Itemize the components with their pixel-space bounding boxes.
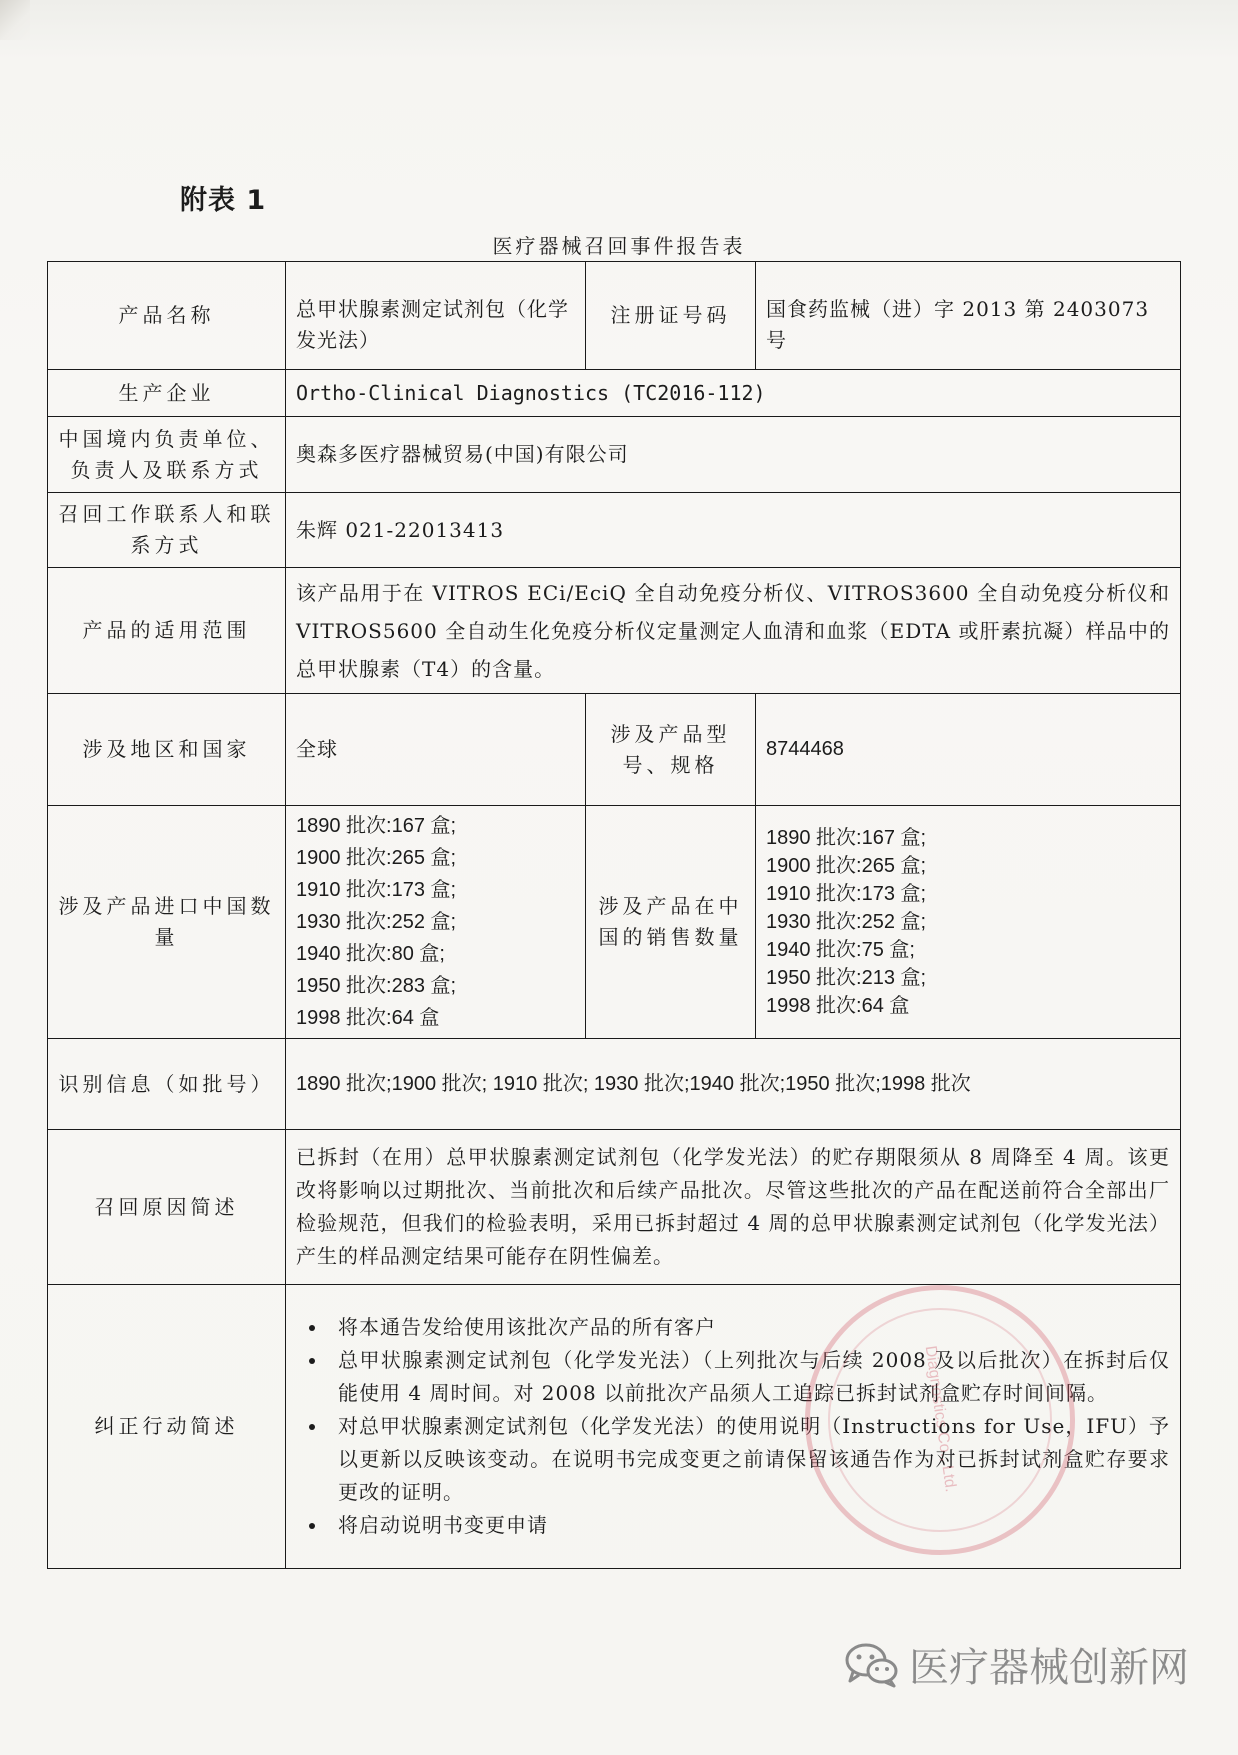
manufacturer-value: Ortho-Clinical Diagnostics (TC2016-112) (286, 370, 1181, 417)
identification-label: 识别信息（如批号） (48, 1039, 286, 1130)
row-recall-contact (48, 493, 1181, 568)
china-sales-label: 涉及产品在中国的销售数量 (586, 806, 756, 1039)
import-qty-list (296, 810, 575, 1034)
row-scope (48, 568, 1181, 694)
corrective-action-cell (286, 1285, 1181, 1569)
import-qty-label: 涉及产品进口中国数量 (48, 806, 286, 1039)
registration-label: 注册证号码 (586, 262, 756, 370)
list-item: • 总甲状腺素测定试剂包（化学发光法）（上列批次与后续 2008 及以后批次）在拆封后仅能使用 4 周时间。对 2008 以前批次产品须人工追踪已拆封试剂盒贮存时间间隔。 (328, 1344, 1170, 1410)
recall-reason-label: 召回原因简述 (48, 1130, 286, 1285)
list-item: 1930 批次:252 盒; (766, 911, 927, 933)
scope-value: 该产品用于在 VITROS ECi/EciQ 全自动免疫分析仪、VITROS3600 全自动免疫分析仪和 VITROS5600 全自动生化免疫分析仪定量测定人血清和血浆（EDTA 或肝素抗凝）样品中的总甲状腺素（T4）的含量。 (286, 568, 1181, 694)
region-label: 涉及地区和国家 (48, 694, 286, 806)
row-quantities (48, 806, 1181, 1039)
list-item: 1910 批次:173 盒; (766, 883, 927, 905)
row-identification (48, 1039, 1181, 1130)
recall-report-table (47, 261, 1181, 1569)
attachment-label: 附表 1 (180, 185, 267, 216)
corrective-action-list (296, 1311, 1170, 1542)
product-name-value: 总甲状腺素测定试剂包（化学发光法） (286, 262, 586, 370)
wechat-icon (845, 1642, 899, 1688)
identification-value: 1890 批次;1900 批次; 1910 批次; 1930 批次;1940 批次;1950 批次;1998 批次 (286, 1039, 1181, 1130)
page-corner-shadow (0, 0, 30, 40)
list-item: 1890 批次:167 盒; (766, 827, 927, 849)
row-region-model (48, 694, 1181, 806)
recall-contact-value: 朱辉 021-22013413 (286, 493, 1181, 568)
list-item: 1950 批次:283 盒; (296, 975, 457, 997)
row-corrective-action (48, 1285, 1181, 1569)
list-item: 1890 批次:167 盒; (296, 815, 457, 837)
watermark (845, 1636, 1189, 1693)
domestic-agent-label: 中国境内负责单位、负责人及联系方式 (48, 417, 286, 493)
list-item: • 对总甲状腺素测定试剂包（化学发光法）的使用说明（Instructions for Use，IFU）予以更新以反映该变动。在说明书完成变更之前请保留该通告作为对已拆封试剂盒贮存要求更改的证明。 (328, 1410, 1170, 1509)
row-product-name (48, 262, 1181, 370)
form-title: 医疗器械召回事件报告表 (492, 234, 746, 258)
model-value: 8744468 (756, 694, 1181, 806)
list-item: 1900 批次:265 盒; (296, 847, 457, 869)
list-item: 1998 批次:64 盒 (296, 1007, 440, 1029)
watermark-text: 医疗器械创新网 (909, 1645, 1189, 1691)
manufacturer-label: 生产企业 (48, 370, 286, 417)
list-item: 1950 批次:213 盒; (766, 967, 927, 989)
row-recall-reason (48, 1130, 1181, 1285)
list-item: 1930 批次:252 盒; (296, 911, 457, 933)
list-item: 1910 批次:173 盒; (296, 879, 457, 901)
registration-value: 国食药监械（进）字 2013 第 2403073 号 (756, 262, 1181, 370)
model-label: 涉及产品型号、规格 (586, 694, 756, 806)
region-value: 全球 (286, 694, 586, 806)
stamp-text: Diagnostics Co., Ltd. (921, 1344, 960, 1494)
import-qty-cell (286, 806, 586, 1039)
list-item: 1900 批次:265 盒; (766, 855, 927, 877)
recall-contact-label: 召回工作联系人和联系方式 (48, 493, 286, 568)
row-domestic-agent (48, 417, 1181, 493)
list-item: 1998 批次:64 盒 (766, 995, 910, 1017)
list-item: 1940 批次:80 盒; (296, 943, 445, 965)
domestic-agent-value: 奥森多医疗器械贸易(中国)有限公司 (286, 417, 1181, 493)
recall-reason-value: 已拆封（在用）总甲状腺素测定试剂包（化学发光法）的贮存期限须从 8 周降至 4 周。该更改将影响以过期批次、当前批次和后续产品批次。尽管这些批次的产品在配送前符合全部出厂检验规范，但我们的检验表明，采用已拆封超过 4 周的总甲状腺素测定试剂包（化学发光法）产生的样品测定结果可能存在阴性偏差。 (286, 1130, 1181, 1285)
list-item: 1940 批次:75 盒; (766, 939, 915, 961)
corrective-action-label: 纠正行动简述 (48, 1285, 286, 1569)
scope-label: 产品的适用范围 (48, 568, 286, 694)
list-item: • 将本通告发给使用该批次产品的所有客户 (328, 1311, 1170, 1344)
row-manufacturer (48, 370, 1181, 417)
china-sales-cell (756, 806, 1181, 1039)
product-name-label: 产品名称 (48, 262, 286, 370)
list-item: • 将启动说明书变更申请 (328, 1509, 1170, 1542)
china-sales-list (766, 824, 1170, 1020)
